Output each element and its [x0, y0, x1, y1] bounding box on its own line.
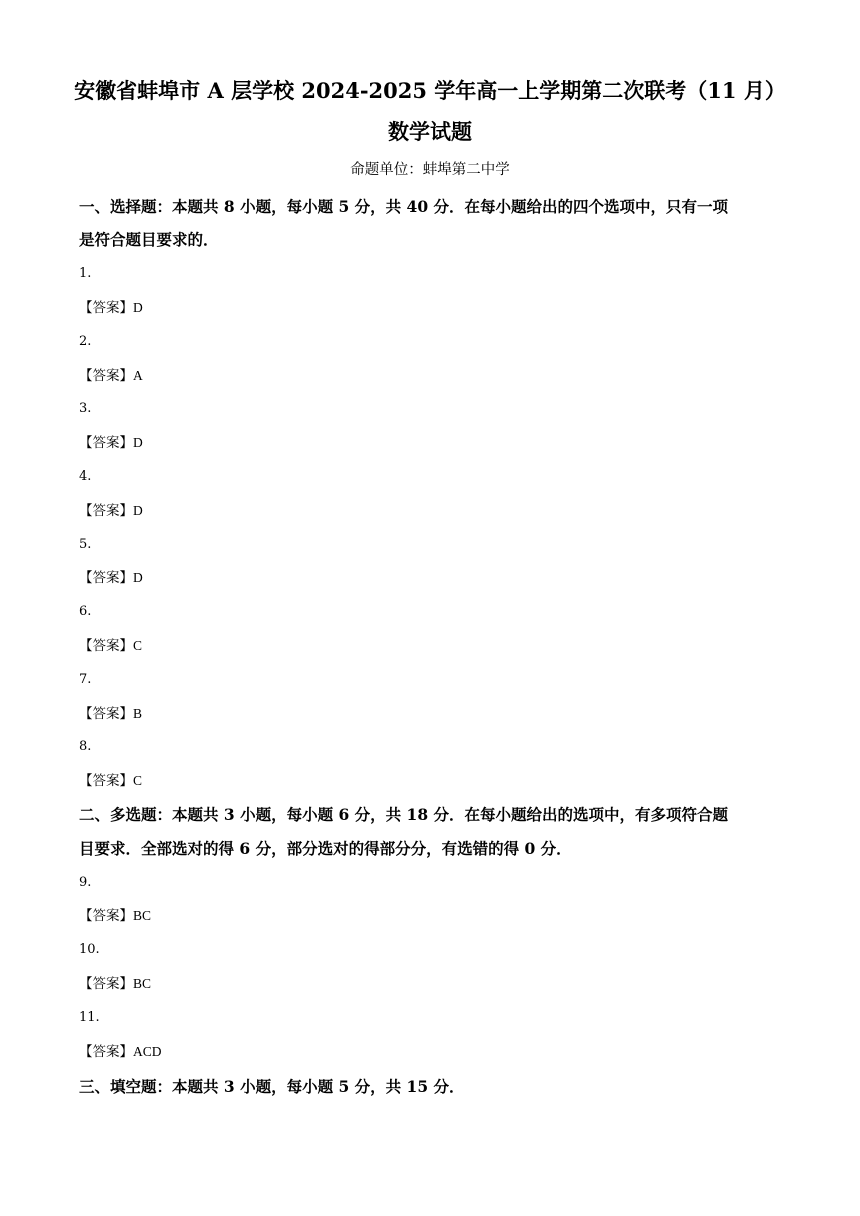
question-number: 1. [79, 266, 92, 281]
answer-line [79, 1042, 162, 1062]
question-number: 7. [79, 672, 92, 687]
answer-value: D [133, 435, 143, 450]
answer-line [79, 974, 151, 994]
section-2-heading-line-2: 目要求．全部选对的得 6 分，部分选对的得部分分，有选错的得 0 分． [79, 839, 572, 858]
document-subtitle: 数学试题 [388, 119, 472, 144]
answer-label: 【答案】 [79, 638, 133, 654]
question-number: 8. [79, 739, 92, 754]
question-number: 3. [79, 401, 92, 416]
answer-line [79, 433, 143, 453]
answer-line [79, 298, 143, 318]
answer-line [79, 636, 142, 656]
answer-value: ACD [133, 1044, 162, 1059]
answer-value: C [133, 638, 143, 653]
question-number: 11. [79, 1010, 100, 1025]
answer-value: B [133, 706, 143, 721]
answer-value: BC [133, 908, 152, 923]
answer-value: A [133, 368, 143, 383]
question-number: 5. [79, 537, 92, 552]
answer-line [79, 568, 143, 588]
answer-line [79, 704, 142, 724]
answer-value: D [133, 300, 143, 315]
document-title: 安徽省蚌埠市 A 层学校 2024-2025 学年高一上学期第二次联考（11 月） [74, 78, 786, 103]
answer-label: 【答案】 [79, 773, 133, 789]
section-2-heading-line-1: 二、多选题：本题共 3 小题，每小题 6 分，共 18 分．在每小题给出的选项中，有多项符合题 [79, 805, 729, 824]
authoring-unit: 命题单位：蚌埠第二中学 [350, 162, 510, 178]
answer-line [79, 501, 143, 521]
answer-value: C [133, 773, 143, 788]
answer-label: 【答案】 [79, 908, 133, 924]
section-1-heading-line-2: 是符合题目要求的． [79, 230, 219, 249]
question-number: 6. [79, 604, 92, 619]
section-3-heading: 三、填空题：本题共 3 小题，每小题 5 分，共 15 分． [79, 1077, 465, 1096]
answer-value: BC [133, 976, 152, 991]
answer-line [79, 771, 142, 791]
answer-line [79, 906, 151, 926]
answer-label: 【答案】 [79, 706, 133, 722]
question-number: 9. [79, 875, 92, 890]
section-1-heading-line-1: 一、选择题：本题共 8 小题，每小题 5 分，共 40 分．在每小题给出的四个选项中，只有一项 [79, 197, 729, 216]
answer-label: 【答案】 [79, 976, 133, 992]
answer-label: 【答案】 [79, 503, 133, 519]
answer-line [79, 366, 143, 386]
answer-label: 【答案】 [79, 300, 133, 316]
question-number: 2. [79, 334, 92, 349]
answer-value: D [133, 570, 143, 585]
answer-label: 【答案】 [79, 1044, 133, 1060]
question-number: 10. [79, 942, 100, 957]
answer-label: 【答案】 [79, 435, 133, 451]
answer-value: D [133, 503, 143, 518]
answer-label: 【答案】 [79, 368, 133, 384]
question-number: 4. [79, 469, 92, 484]
answer-label: 【答案】 [79, 570, 133, 586]
